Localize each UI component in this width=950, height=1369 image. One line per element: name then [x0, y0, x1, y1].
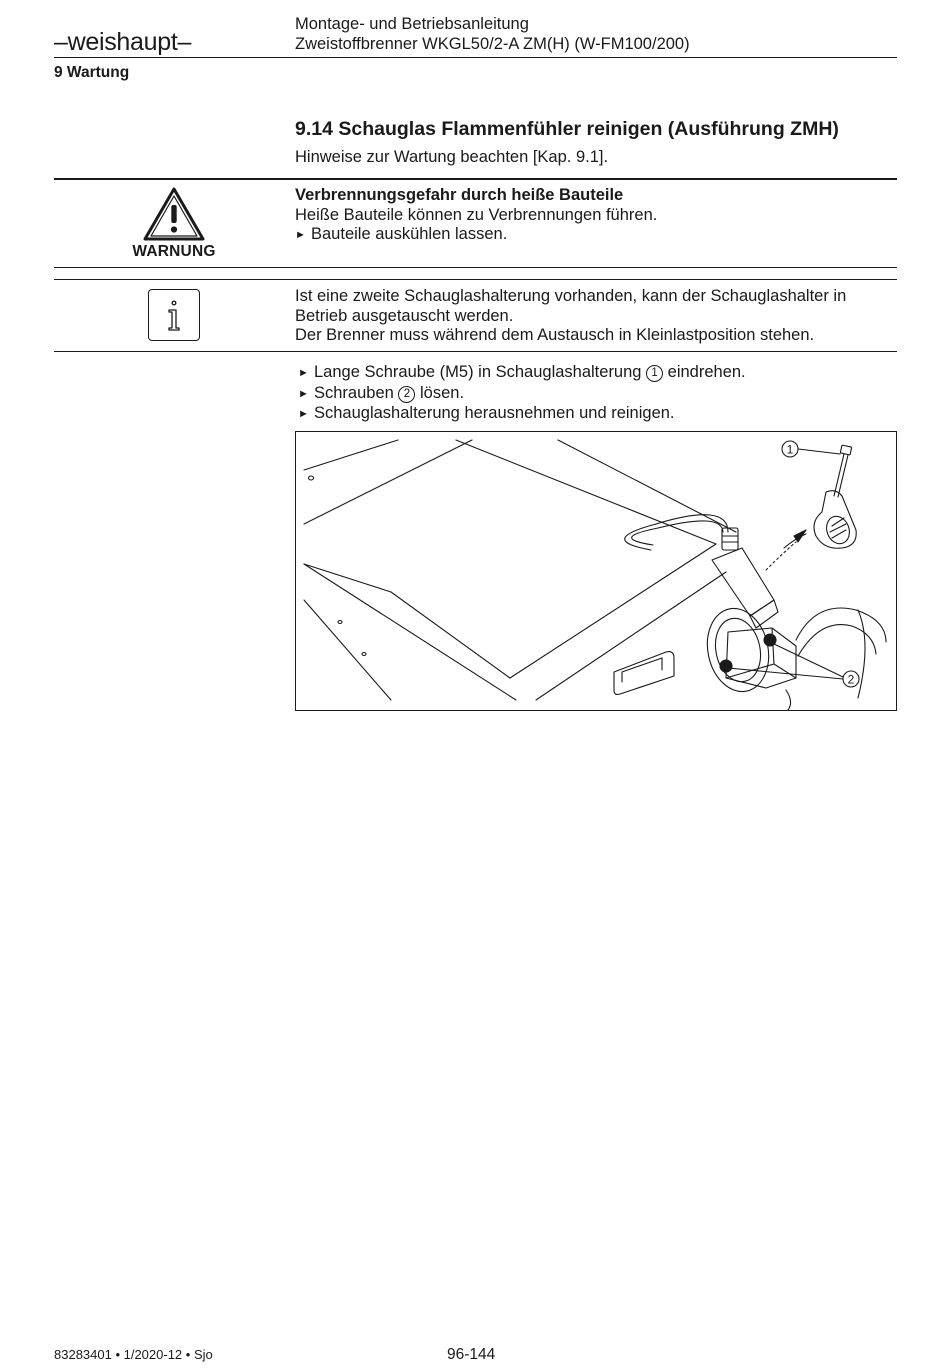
step-text: eindrehen.	[667, 363, 746, 381]
document-code: 83283401 • 1/2020-12 • Sjo	[54, 1347, 213, 1362]
step-text: lösen.	[420, 383, 465, 402]
step-list	[298, 363, 746, 425]
info-bottom-rule	[54, 351, 897, 352]
brand-logo: –weishaupt–	[54, 28, 192, 56]
step-text: Schrauben	[314, 383, 394, 402]
technical-drawing	[296, 432, 896, 710]
callout-2-label: 2	[847, 672, 855, 687]
warning-heading: Verbrennungsgefahr durch heiße Bauteile	[295, 186, 624, 204]
chapter-heading: 9 Wartung	[54, 64, 130, 81]
step-item	[298, 384, 746, 405]
info-text-1: Ist eine zweite Schauglashalterung vorhanden, kann der Schauglashalter in Betrieb ausgetauscht werden.	[295, 287, 847, 325]
warning-action-text: Bauteile auskühlen lassen.	[311, 225, 508, 243]
warning-symbol	[129, 186, 219, 266]
warning-description: Heiße Bauteile können zu Verbrennungen führen.	[295, 205, 658, 224]
warning-bottom-rule	[54, 267, 897, 268]
warning-action	[295, 225, 657, 246]
bullet-arrow-icon: ►	[298, 408, 309, 420]
header-rule	[54, 57, 897, 58]
step-text: Lange Schraube (M5) in Schauglashalterung	[314, 363, 642, 381]
document-type: Montage- und Betriebsanleitung	[295, 15, 529, 33]
document-header	[295, 15, 690, 54]
info-content	[295, 287, 895, 346]
bullet-arrow-icon: ►	[298, 387, 309, 400]
callout-number: 2	[398, 386, 415, 403]
warning-top-rule	[54, 178, 897, 180]
info-text-2: Der Brenner muss während dem Austausch in Kleinlastposition stehen.	[295, 326, 815, 344]
bullet-arrow-icon: ►	[298, 367, 309, 379]
step-item	[298, 404, 746, 425]
info-top-rule	[54, 279, 897, 280]
step-item	[298, 363, 746, 384]
warning-label: WARNUNG	[132, 243, 216, 260]
warning-content	[295, 186, 657, 246]
warning-triangle-icon	[142, 186, 206, 242]
step-text: Schauglashalterung herausnehmen und reinigen.	[314, 404, 675, 422]
info-icon	[148, 289, 200, 341]
section-intro: Hinweise zur Wartung beachten [Kap. 9.1].	[295, 148, 609, 166]
section-title: 9.14 Schauglas Flammenfühler reinigen (Ausführung ZMH)	[295, 118, 839, 140]
callout-number: 1	[646, 365, 663, 382]
product-name: Zweistoffbrenner WKGL50/2-A ZM(H) (W-FM100/200)	[295, 34, 690, 53]
burner-sightglass-illustration	[295, 431, 897, 711]
callout-1-label: 1	[786, 442, 794, 457]
bullet-arrow-icon: ►	[295, 229, 306, 241]
page-number: 96-144	[447, 1346, 496, 1363]
